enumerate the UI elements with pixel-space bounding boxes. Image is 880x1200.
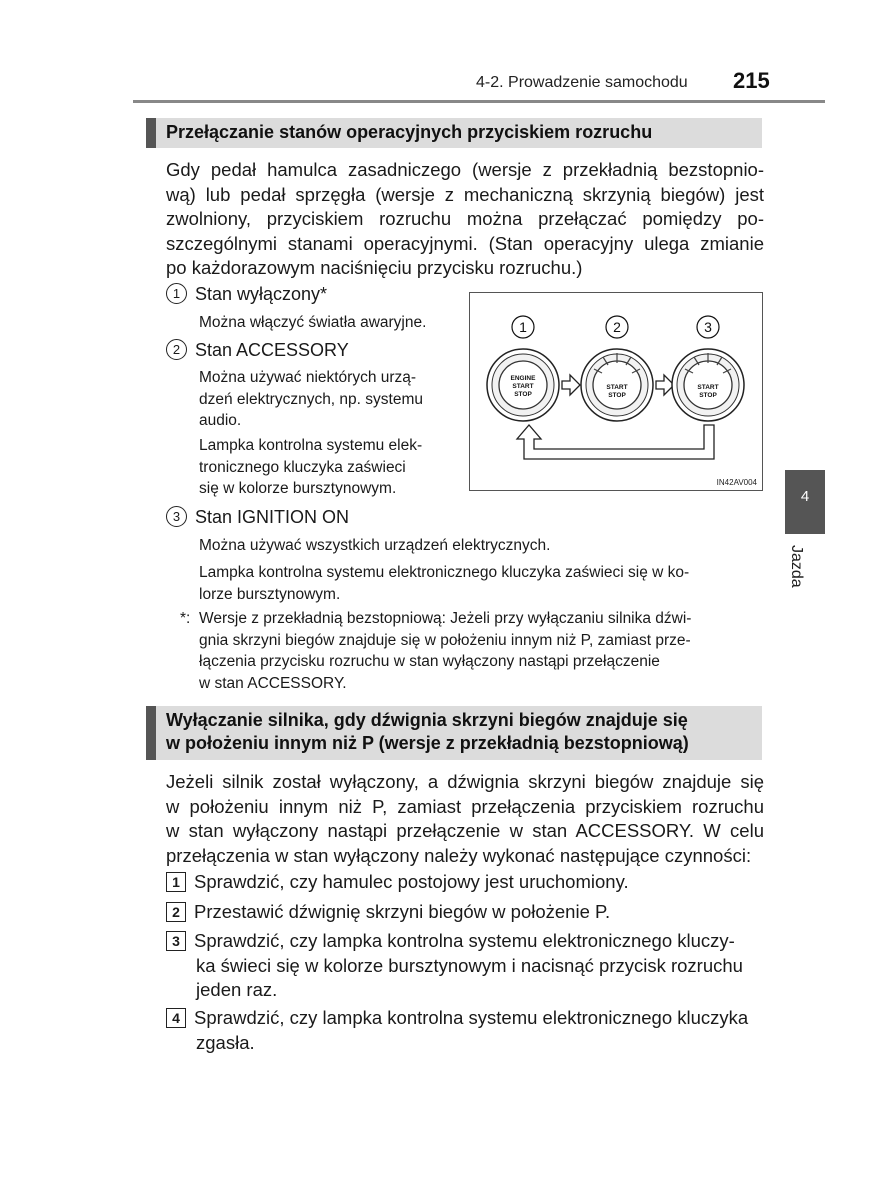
step-2 bbox=[166, 900, 610, 925]
section-2-intro bbox=[166, 770, 764, 868]
state-item-2 bbox=[166, 340, 349, 362]
number-circle: 1 bbox=[166, 283, 187, 304]
button-text: ENGINE bbox=[510, 375, 536, 382]
section-heading-2 bbox=[146, 706, 762, 760]
state-note bbox=[199, 535, 550, 557]
button-text: STOP bbox=[608, 392, 626, 399]
illustration-svg bbox=[470, 293, 762, 490]
section-heading-1: Przełączanie stanów operacyjnych przyciskiem rozruchu bbox=[146, 118, 762, 148]
note-line: tronicznego kluczyka zaświeci bbox=[199, 458, 406, 476]
return-arrow-icon bbox=[517, 425, 714, 459]
note-line: Lampka kontrolna systemu elek- bbox=[199, 437, 423, 454]
step-number: 1 bbox=[166, 872, 186, 892]
figure-label-3: 3 bbox=[704, 319, 712, 335]
state-title: Stan ACCESSORY bbox=[195, 340, 349, 360]
footnote bbox=[199, 608, 763, 694]
button-text: START bbox=[697, 384, 719, 391]
footnote-line: gnia skrzyni biegów znajduje się w położeniu innym niż P, zamiast prze- bbox=[199, 631, 691, 649]
header-rule bbox=[133, 100, 825, 103]
footnote-line: Wersje z przekładnią bezstopniową: Jeżeli przy wyłączaniu silnika dźwi- bbox=[199, 610, 692, 627]
step-number: 2 bbox=[166, 902, 186, 922]
figure-label-1: 1 bbox=[519, 319, 527, 335]
state-item-3 bbox=[166, 507, 349, 529]
button-text: STOP bbox=[699, 392, 717, 399]
figure-code: IN42AV004 bbox=[716, 478, 757, 487]
page-number: 215 bbox=[733, 68, 770, 93]
heading-line: w położeniu innym niż P (wersje z przekładnią bezstopniową) bbox=[166, 733, 689, 753]
arrow-right-icon bbox=[562, 375, 580, 395]
section-1-intro bbox=[166, 158, 764, 281]
state-title: Stan wyłączony* bbox=[195, 284, 328, 304]
step-text: Sprawdzić, czy lampka kontrolna systemu elektronicznego kluczy- bbox=[194, 930, 735, 951]
intro-line: po każdorazowym naciśnięciu przycisku rozruchu.) bbox=[166, 257, 583, 278]
intro-line: w stan wyłączony nastąpi przełączenie w stan ACCESSORY. W celu bbox=[166, 820, 764, 841]
step-3 bbox=[166, 929, 764, 1003]
note-line: Można używać wszystkich urządzeń elektrycznych. bbox=[199, 537, 551, 554]
intro-line: przełączenia w stan wyłączony należy wykonać następujące czynności: bbox=[166, 844, 752, 866]
intro-line: Jeżeli silnik został wyłączony, a dźwignia skrzyni biegów znajduje się bbox=[166, 771, 764, 792]
start-button-accessory-icon bbox=[581, 349, 653, 421]
state-note bbox=[199, 562, 689, 605]
intro-line: w położeniu innym niż P, zamiast przełączenia przyciskiem rozruchu bbox=[166, 795, 764, 817]
state-item-1 bbox=[166, 284, 327, 306]
footnote-line: w stan ACCESSORY. bbox=[199, 674, 347, 692]
intro-line: wą) lub pedał sprzęgła (wersje z mechaniczną skrzynią biegów) jest bbox=[166, 183, 764, 205]
step-4 bbox=[166, 1006, 764, 1055]
step-number: 3 bbox=[166, 931, 186, 951]
note-line: Można używać niektórych urzą- bbox=[199, 369, 417, 386]
step-number: 4 bbox=[166, 1008, 186, 1028]
note-line: dzeń elektrycznych, np. systemu bbox=[199, 390, 423, 408]
footnote-line: łączenia przycisku rozruchu w stan wyłączony nastąpi przełączenie bbox=[199, 653, 660, 670]
state-note bbox=[199, 312, 426, 334]
state-title: Stan IGNITION ON bbox=[195, 507, 350, 527]
intro-line: Gdy pedał hamulca zasadniczego (wersje z przekładnią bezstopnio- bbox=[166, 159, 764, 180]
button-text: STOP bbox=[514, 391, 532, 398]
intro-line: szczególnymi stanami operacyjnymi. (Stan operacyjny ulega zmianie bbox=[166, 232, 764, 254]
step-text: Sprawdzić, czy lampka kontrolna systemu elektronicznego kluczyka bbox=[194, 1007, 749, 1028]
chapter-tab: 4 bbox=[785, 470, 825, 534]
state-note bbox=[199, 435, 455, 500]
step-text: ka świeci się w kolorze bursztynowym i nacisnąć przycisk rozruchu bbox=[196, 954, 743, 976]
start-button-off-icon bbox=[487, 349, 559, 421]
running-header: 4-2. Prowadzenie samochodu bbox=[476, 74, 688, 91]
step-text: Sprawdzić, czy hamulec postojowy jest uruchomiony. bbox=[194, 871, 629, 892]
step-1 bbox=[166, 870, 629, 895]
step-text: jeden raz. bbox=[196, 979, 278, 1000]
button-text: START bbox=[512, 383, 534, 390]
figure-label-2: 2 bbox=[613, 319, 621, 335]
note-line: Można włączyć światła awaryjne. bbox=[199, 314, 427, 331]
start-button-ignition-on-icon bbox=[672, 349, 744, 421]
state-note bbox=[199, 367, 455, 432]
button-text: START bbox=[606, 384, 628, 391]
note-line: audio. bbox=[199, 412, 242, 429]
number-circle: 3 bbox=[166, 506, 187, 527]
chapter-tab-label: Jazda bbox=[788, 545, 805, 588]
note-line: Lampka kontrolna systemu elektronicznego kluczyka zaświeci się w ko- bbox=[199, 564, 690, 581]
intro-line: zwolniony, przyciskiem rozruchu można przełączać pomiędzy po- bbox=[166, 208, 764, 229]
number-circle: 2 bbox=[166, 339, 187, 360]
note-line: się w kolorze bursztynowym. bbox=[199, 480, 397, 497]
note-line: lorze bursztynowym. bbox=[199, 585, 341, 603]
step-text: Przestawić dźwignię skrzyni biegów w położenie P. bbox=[194, 901, 611, 922]
step-text: zgasła. bbox=[196, 1031, 255, 1053]
heading-line: Wyłączanie silnika, gdy dźwignia skrzyni biegów znajduje się bbox=[166, 710, 688, 730]
footnote-mark: *: bbox=[180, 610, 191, 627]
start-button-illustration bbox=[469, 292, 763, 491]
